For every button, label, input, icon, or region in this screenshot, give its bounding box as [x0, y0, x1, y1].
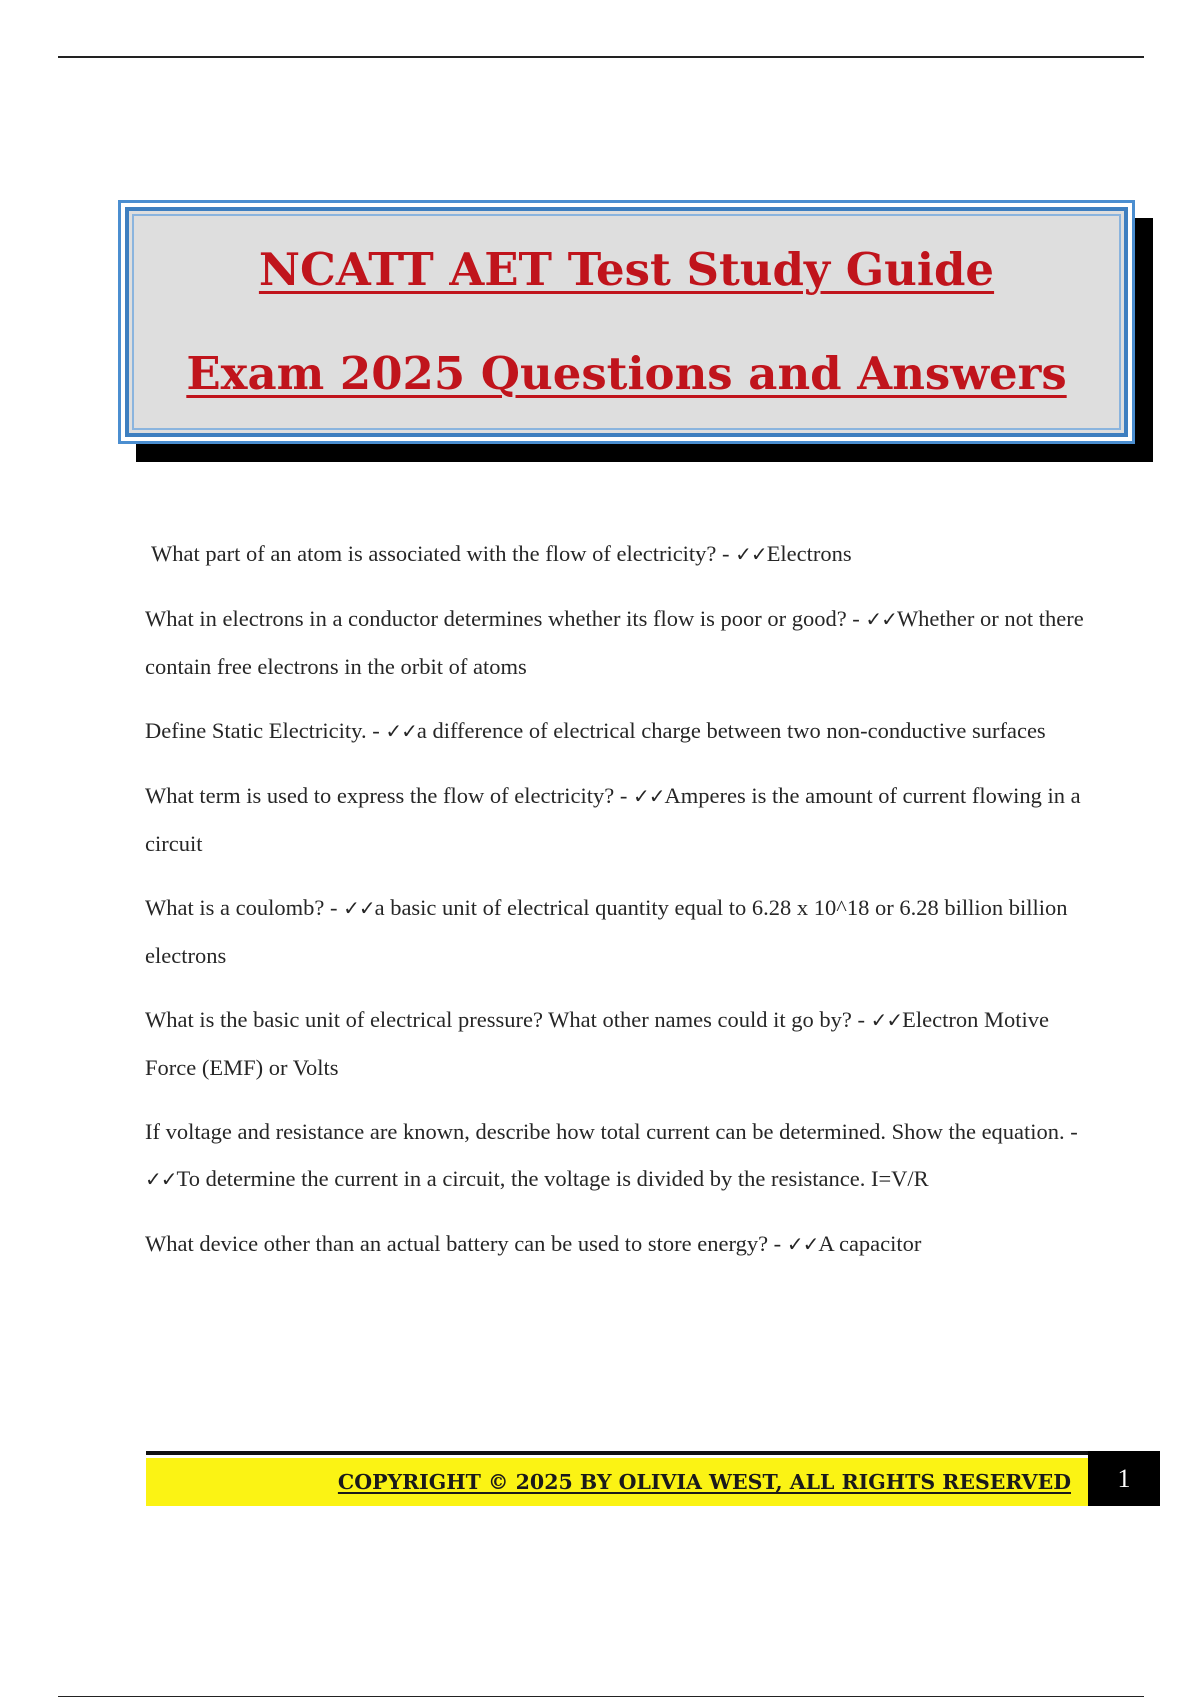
qa-item: [145, 884, 1085, 979]
answer-text: Whether or not there contain free electrons in the orbit of atoms: [145, 606, 1084, 679]
double-check-icon: ✓✓: [343, 896, 375, 920]
double-check-icon: ✓✓: [786, 1232, 819, 1256]
question-text: If voltage and resistance are known, describe how total current can be determined. Show the equation. -: [145, 1119, 1078, 1144]
title-banner-frame: [118, 200, 1135, 444]
qa-item: [145, 595, 1085, 690]
answer-text: Amperes is the amount of current flowing in a circuit: [145, 783, 1081, 856]
question-text: What is the basic unit of electrical pressure? What other names could it go by? -: [145, 1007, 871, 1032]
document-title-line-2: Exam 2025 Questions and Answers: [186, 347, 1067, 400]
footer-copyright-bar: [146, 1458, 1088, 1506]
qa-item: [145, 996, 1085, 1091]
bottom-rule: [58, 1696, 1144, 1697]
title-banner: [118, 200, 1135, 444]
answer-text: a basic unit of electrical quantity equal to 6.28 x 10^18 or 6.28 billion billion electrons: [145, 895, 1068, 968]
answer-text: Electrons: [766, 541, 852, 566]
qa-item: [145, 530, 1085, 578]
qa-item: [145, 1108, 1085, 1203]
double-check-icon: ✓✓: [865, 607, 897, 631]
document-title-line-1: NCATT AET Test Study Guide: [258, 243, 995, 296]
qa-list: [145, 530, 1085, 1285]
double-check-icon: ✓✓: [145, 1167, 177, 1191]
copyright-notice: COPYRIGHT © 2025 BY OLIVIA WEST, ALL RIGHTS RESERVED: [337, 1470, 1071, 1494]
double-check-icon: ✓✓: [385, 719, 417, 743]
answer-text: To determine the current in a circuit, the voltage is divided by the resistance. I=V/R: [176, 1166, 929, 1191]
qa-item: [145, 1220, 1085, 1268]
double-check-icon: ✓✓: [870, 1008, 903, 1032]
answer-text: a difference of electrical charge between two non-conductive surfaces: [416, 718, 1046, 743]
header-rule: [58, 56, 1144, 58]
title-banner-panel: [125, 207, 1128, 437]
question-text: What in electrons in a conductor determines whether its flow is poor or good? -: [145, 606, 866, 631]
qa-item: [145, 772, 1085, 867]
double-check-icon: ✓✓: [735, 542, 767, 566]
answer-text: Electron Motive Force (EMF) or Volts: [145, 1007, 1049, 1080]
footer-rule: [146, 1451, 1088, 1455]
question-text: What is a coulomb? -: [145, 895, 344, 920]
qa-item: [145, 707, 1085, 755]
question-text: What part of an atom is associated with the flow of electricity? -: [151, 541, 736, 566]
question-text: What device other than an actual battery can be used to store energy? -: [145, 1231, 787, 1256]
answer-text: A capacitor: [818, 1231, 922, 1256]
page-number: 1: [1088, 1451, 1160, 1506]
double-check-icon: ✓✓: [632, 784, 665, 808]
question-text: Define Static Electricity. -: [145, 718, 386, 743]
question-text: What term is used to express the flow of electricity? -: [145, 783, 633, 808]
